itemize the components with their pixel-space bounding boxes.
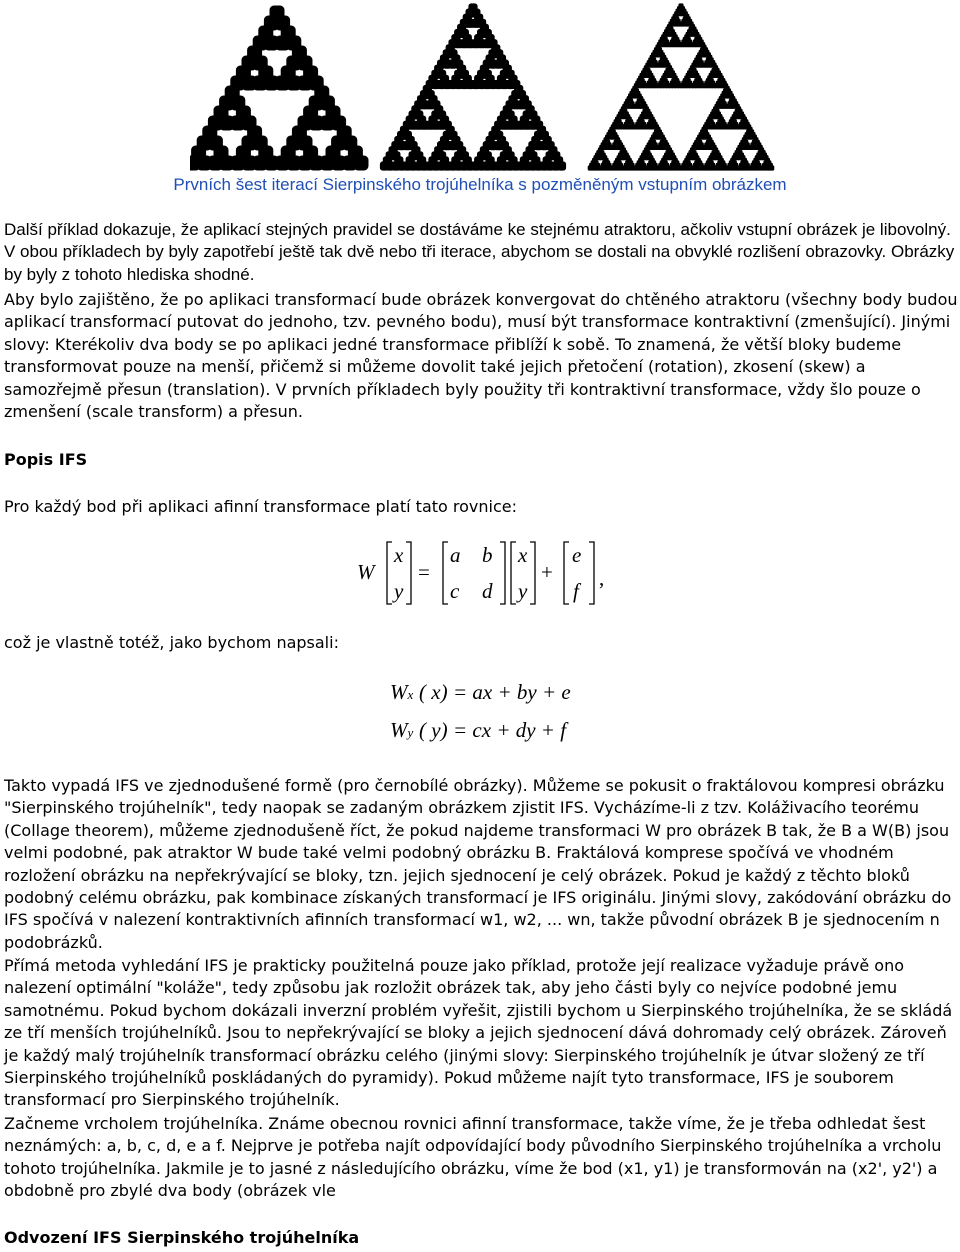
eq-a: a: [450, 543, 461, 567]
figure-caption: Prvních šest iterací Sierpinského trojúhelníka s pozměněným vstupním obrázkem: [173, 175, 787, 194]
eq-c: c: [450, 579, 460, 603]
eq2-W: Wy: [390, 718, 414, 742]
eq1-W: Wx: [390, 680, 414, 704]
eq2-args: ( y): [419, 718, 448, 742]
paragraph-contractive: Aby bylo zajištěno, že po aplikaci transformací bude obrázek konvergovat do chtěného atraktoru (všechny body budou aplikací transformací putovat do jednoho, tzv. pevného bodu), musí být transformace kontraktivní (zmenšující). Jinými slovy: Kterékoliv dva body se po aplikaci jedné transformace přiblíží k sobě. To znamená, že větší bloky budeme transformovat pouze na menší, přičemž si můžeme dovolit také jejich přetočení (rotation), zkosení (skew) a samozřejmě přesun (translation). V prvních příkladech byly použity tři kontraktivní transformace, vždy šlo pouze o zmenšení (scale transform) a přesun.: [4, 290, 958, 422]
eq-plus: +: [541, 560, 553, 584]
eq2-rhs: = cx + dy + f: [453, 718, 567, 742]
eq-y: y: [394, 579, 404, 603]
paragraph-intro: Další příklad dokazuje, že aplikací stejných pravidel se dostáváme ke stejnému atraktoru, ačkoliv vstupní obrázek je libovolný. V obou příkladech by byly zapotřebí ještě tak dvě nebo tři iterace, abychom se dostali na obvyklé rozlišení obrazovky. Obrázky by byly z tohoto hlediska shodné.: [4, 220, 955, 284]
paragraph-direct-method: Přímá metoda vyhledání IFS je prakticky použitelná pouze jako příklad, protože její realizace vyžaduje právě ono nalezení optimální "koláže", tedy způsobu jak rozložit obrázek tak, aby jeho části byly co nejvíce podobné jemu samotnému. Pokud bychom dokázali inverzní problém vyřešit, zjistili bychom u Sierpinského trojúhelníka, že se skládá ze tří menších trojúhelníků. Jsou to nepřekrývající se bloky a jejich sjednocení dává dohromady celý obrázek. Zároveň je každý malý trojúhelník transformací obrázku celého (jinými slovy: Sierpinského trojúhelník je útvar složený ze tří Sierpinského trojúhelníků poskládaných do pyramidy). Pokud můžeme najít tyto transformace, IFS je souborem transformací pro Sierpinského trojúhelník.: [4, 956, 953, 1110]
heading-odvozeni-ifs: Odvození IFS Sierpinského trojúhelníka: [4, 1228, 360, 1247]
eq-d: d: [482, 579, 493, 603]
heading-popis-ifs: Popis IFS: [4, 450, 88, 469]
paragraph-ifs-compression: Takto vypadá IFS ve zjednodušené formě (pro černobílé obrázky). Můžeme se pokusit o fraktálovou kompresi obrázku "Sierpinského trojúhelník", tedy naopak se zadaným obrázkem zjistit IFS. Vycházíme-li z tzv. Koláživacího teorému (Collage theorem), můžeme zjednodušeně říct, že pokud najdeme transformaci W pro obrázek B tak, že B a W(B) jsou velmi podobné, pak atraktor W bude také velmi podobný obrázku B. Fraktálová komprese spočívá ve vhodném rozložení obrázku na nepřekrývající se bloky, tzn. jejich sjednocení je celý obrázek. Pokud je každý z těchto bloků podobný celému obrázku, pak kombinace získaných transformací je IFS originálu. Jinými slovy, zakódování obrázku do IFS spočívá v nalezení kontraktivních afinních transformací w1, w2, ... wn, takže původní obrázek B je sjednocením n podobrázků.: [4, 776, 952, 952]
paragraph-start-vertex: Začneme vrcholem trojúhelníka. Známe obecnou rovnici afinní transformace, takže víme, že je třeba odhledat šest neznámých: a, b, c, d, e a f. Nejprve je potřeba najít odpovídající body původního Sierpinského trojúhelníka a vrcholu tohoto trojúhelníka. Jakmile je to jasné z následujícího obrázku, víme že bod (x1, y1) je transformován na (x2', y2') a obdobně pro zbylé dva body (obrázek vle: [4, 1114, 942, 1201]
eq-comma: ,: [599, 566, 605, 590]
eq1-rhs: = ax + by + e: [453, 680, 571, 704]
eq-y2: y: [518, 579, 528, 603]
eq-equals: =: [418, 560, 430, 584]
paragraph-equation-intro: Pro každý bod při aplikaci afinní transformace platí tato rovnice:: [4, 497, 517, 516]
eq-x: x: [394, 543, 404, 567]
eq1-args: ( x): [419, 680, 448, 704]
eq-W: W: [357, 560, 375, 584]
eq-f: f: [573, 579, 579, 603]
paragraph-component-form: což je vlastně totéž, jako bychom napsali:: [4, 633, 339, 652]
eq-b: b: [482, 543, 493, 567]
eq-x2: x: [518, 543, 528, 567]
eq-e: e: [572, 543, 582, 567]
